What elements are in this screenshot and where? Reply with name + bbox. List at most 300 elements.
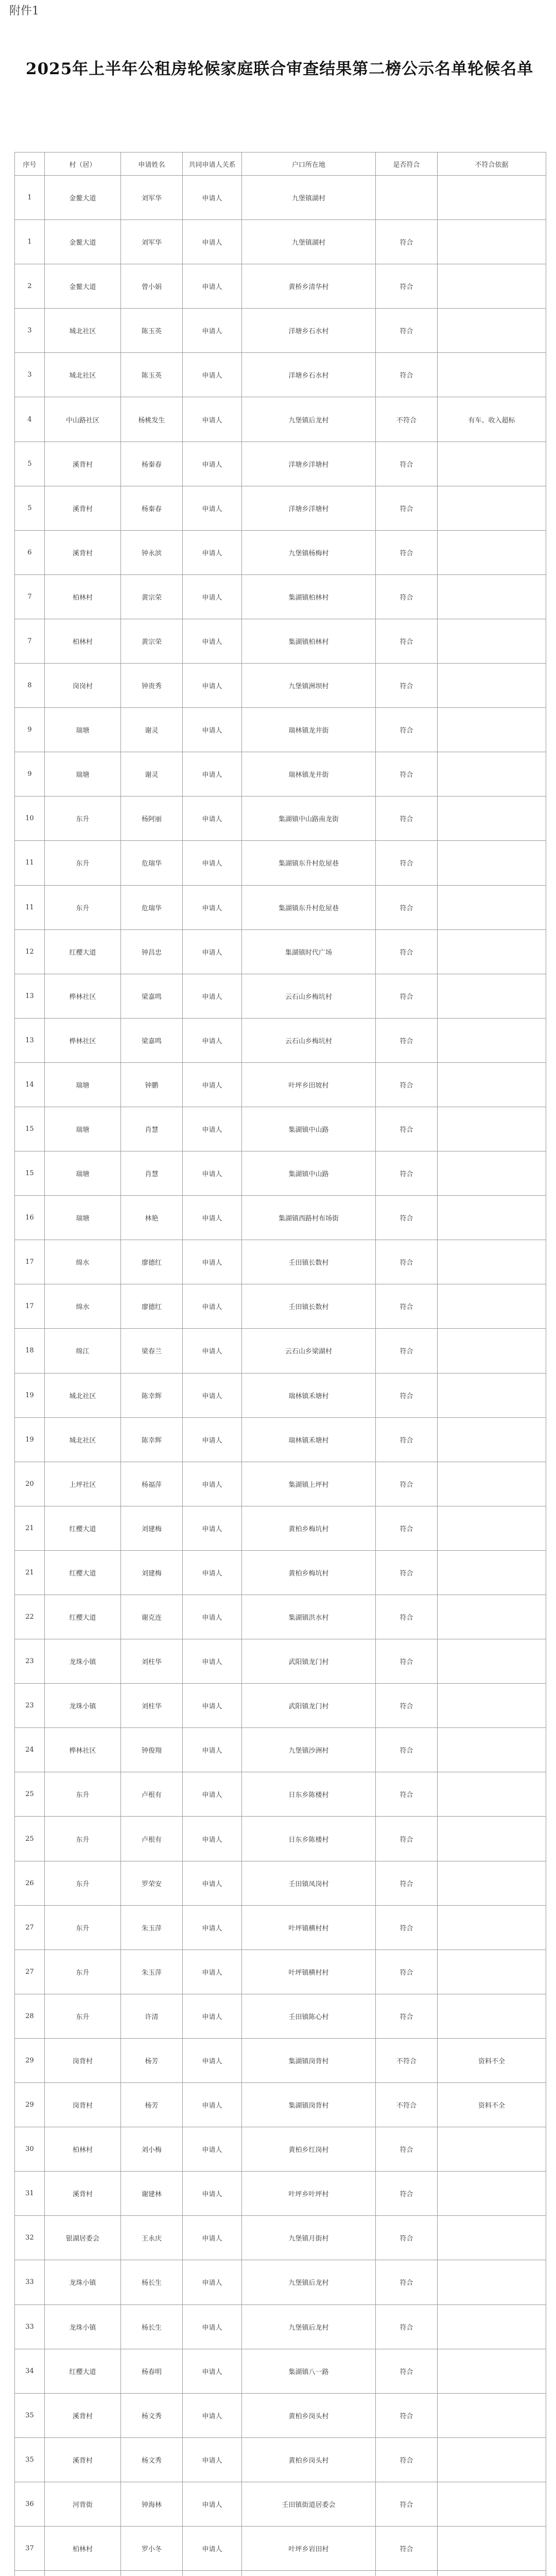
cell-serial: 28 (15, 1994, 45, 2038)
cell-eligible: 符合 (376, 1240, 438, 1284)
cell-hukou: 洋塘乡石水村 (242, 353, 376, 397)
table-row (15, 1151, 546, 1196)
cell-hukou: 九堡镇湖村 (242, 220, 376, 264)
cell-serial: 5 (15, 442, 45, 486)
cell-applicant-name: 许清 (121, 1994, 183, 2038)
cell-applicant-name: 刘柱华 (121, 1639, 183, 1684)
cell-eligible: 符合 (376, 2393, 438, 2437)
cell-village: 瑞塘 (45, 708, 121, 752)
cell-serial: 35 (15, 2393, 45, 2437)
cell-village: 红樱大道 (45, 2349, 121, 2393)
cell-applicant-name: 危瑞华 (121, 841, 183, 885)
cell-applicant-name: 梁春兰 (121, 1329, 183, 1373)
cell-applicant-name: 罗荣安 (121, 1861, 183, 1905)
cell-ineligible-basis (438, 796, 546, 841)
cell-applicant-name: 杨桃发生 (121, 397, 183, 442)
cell-village: 东升 (45, 796, 121, 841)
cell-applicant-name: 杨文秀 (121, 2393, 183, 2437)
cell-village: 桦林社区 (45, 974, 121, 1018)
cell-village: 金鳌大道 (45, 220, 121, 264)
cell-relation: 申请人 (183, 2083, 242, 2127)
cell-hukou: 壬田镇街道居委会 (242, 2482, 376, 2526)
cell-relation: 申请人 (183, 1550, 242, 1595)
cell-serial: 19 (15, 1417, 45, 1462)
table-row (15, 619, 546, 663)
cell-relation: 申请人 (183, 2260, 242, 2304)
cell-serial: 35 (15, 2437, 45, 2482)
cell-ineligible-basis (438, 176, 546, 220)
cell-serial: 25 (15, 1817, 45, 1861)
cell-hukou: 洋塘乡石水村 (242, 309, 376, 353)
cell-village: 瑞塘 (45, 752, 121, 796)
cell-applicant-name: 陈幸辉 (121, 1417, 183, 1462)
cell-eligible: 符合 (376, 1817, 438, 1861)
cell-eligible: 符合 (376, 1329, 438, 1373)
cell-eligible: 符合 (376, 1550, 438, 1595)
cell-serial: 15 (15, 1151, 45, 1196)
table-row (15, 2172, 546, 2216)
cell-relation: 申请人 (183, 1196, 242, 1240)
cell-hukou: 集湖镇西路村布场街 (242, 1196, 376, 1240)
cell-relation: 申请人 (183, 1772, 242, 1817)
cell-hukou: 瑞林镇龙井街 (242, 752, 376, 796)
cell-hukou: 日东乡陈楼村 (242, 1817, 376, 1861)
cell-ineligible-basis (438, 1018, 546, 1062)
cell-village: 东升 (45, 841, 121, 885)
cell-applicant-name: 朱玉萍 (121, 1905, 183, 1950)
cell-serial: 26 (15, 1861, 45, 1905)
cell-applicant-name (121, 2571, 183, 2576)
cell-eligible: 符合 (376, 1018, 438, 1062)
cell-applicant-name: 杨春明 (121, 2349, 183, 2393)
cell-village: 城北社区 (45, 309, 121, 353)
table-row (15, 2482, 546, 2526)
cell-ineligible-basis (438, 1062, 546, 1107)
cell-ineligible-basis: 有车、收入超标 (438, 397, 546, 442)
cell-eligible: 符合 (376, 1639, 438, 1684)
cell-ineligible-basis: 资料不全 (438, 2083, 546, 2127)
cell-applicant-name: 杨长生 (121, 2304, 183, 2349)
cell-ineligible-basis (438, 1905, 546, 1950)
cell-relation: 申请人 (183, 1817, 242, 1861)
cell-applicant-name: 刘建梅 (121, 1506, 183, 1550)
cell-ineligible-basis (438, 1151, 546, 1196)
cell-applicant-name: 刘小梅 (121, 2127, 183, 2172)
cell-hukou: 集湖镇岗背村 (242, 2038, 376, 2082)
cell-village: 东升 (45, 1950, 121, 1994)
cell-relation: 申请人 (183, 2216, 242, 2260)
table-row (15, 442, 546, 486)
cell-serial: 27 (15, 1905, 45, 1950)
cell-applicant-name: 梁嘉鸣 (121, 974, 183, 1018)
cell-serial: 11 (15, 841, 45, 885)
cell-serial: 15 (15, 1107, 45, 1151)
table-row (15, 796, 546, 841)
cell-hukou: 洋塘乡洋塘村 (242, 486, 376, 530)
cell-serial: 16 (15, 1196, 45, 1240)
cell-applicant-name: 谢克连 (121, 1595, 183, 1639)
cell-village: 柏林村 (45, 2127, 121, 2172)
cell-relation: 申请人 (183, 2526, 242, 2570)
cell-hukou: 瑞林镇禾塘村 (242, 1373, 376, 1417)
cell-village: 东升 (45, 1861, 121, 1905)
cell-applicant-name: 刘建梅 (121, 1550, 183, 1595)
cell-hukou: 叶坪镇横村村 (242, 1905, 376, 1950)
cell-ineligible-basis (438, 264, 546, 309)
table-row (15, 220, 546, 264)
cell-serial: 10 (15, 796, 45, 841)
table-row (15, 1950, 546, 1994)
cell-serial: 23 (15, 1684, 45, 1728)
cell-eligible: 符合 (376, 1950, 438, 1994)
cell-village: 溪背村 (45, 2393, 121, 2437)
cell-applicant-name: 刘军华 (121, 220, 183, 264)
cell-village: 岗岗村 (45, 664, 121, 708)
cell-village: 瑞塘 (45, 1107, 121, 1151)
cell-ineligible-basis (438, 929, 546, 974)
cell-eligible: 符合 (376, 1905, 438, 1950)
cell-relation: 申请人 (183, 619, 242, 663)
cell-applicant-name: 杨芳 (121, 2083, 183, 2127)
table-row (15, 397, 546, 442)
cell-applicant-name: 钟鹏 (121, 1062, 183, 1107)
cell-serial: 11 (15, 885, 45, 929)
cell-eligible (376, 2571, 438, 2576)
cell-serial: 33 (15, 2304, 45, 2349)
table-row (15, 1861, 546, 1905)
cell-hukou: 黄柏乡红岗村 (242, 2127, 376, 2172)
cell-relation: 申请人 (183, 1329, 242, 1373)
cell-serial: 24 (15, 1728, 45, 1772)
table-row (15, 2571, 546, 2576)
table-row (15, 2393, 546, 2437)
cell-serial: 5 (15, 486, 45, 530)
cell-relation: 申请人 (183, 1684, 242, 1728)
cell-applicant-name: 卢根有 (121, 1772, 183, 1817)
cell-serial: 7 (15, 619, 45, 663)
cell-ineligible-basis (438, 1861, 546, 1905)
cell-ineligible-basis (438, 1550, 546, 1595)
cell-eligible: 符合 (376, 1684, 438, 1728)
cell-relation: 申请人 (183, 397, 242, 442)
cell-village: 东升 (45, 1817, 121, 1861)
cell-ineligible-basis (438, 1728, 546, 1772)
cell-relation: 申请人 (183, 2304, 242, 2349)
cell-eligible: 符合 (376, 486, 438, 530)
cell-applicant-name: 朱玉萍 (121, 1950, 183, 1994)
cell-relation: 申请人 (183, 974, 242, 1018)
cell-relation: 申请人 (183, 353, 242, 397)
cell-relation (183, 2571, 242, 2576)
table-row (15, 1728, 546, 1772)
cell-ineligible-basis (438, 1417, 546, 1462)
cell-hukou: 洋塘乡洋塘村 (242, 442, 376, 486)
cell-relation: 申请人 (183, 442, 242, 486)
cell-ineligible-basis (438, 309, 546, 353)
cell-ineligible-basis (438, 353, 546, 397)
cell-village: 红樱大道 (45, 1550, 121, 1595)
cell-village: 绵水 (45, 1284, 121, 1329)
cell-hukou: 壬田镇陈心村 (242, 1994, 376, 2038)
cell-village: 城北社区 (45, 1417, 121, 1462)
cell-relation: 申请人 (183, 486, 242, 530)
cell-serial: 29 (15, 2083, 45, 2127)
table-row (15, 2083, 546, 2127)
cell-serial: 27 (15, 1950, 45, 1994)
cell-serial: 4 (15, 397, 45, 442)
cell-ineligible-basis: 资料不全 (438, 2038, 546, 2082)
cell-ineligible-basis (438, 1240, 546, 1284)
cell-relation: 申请人 (183, 1950, 242, 1994)
cell-eligible: 不符合 (376, 397, 438, 442)
cell-eligible (376, 176, 438, 220)
cell-village: 东升 (45, 1905, 121, 1950)
cell-applicant-name: 杨文秀 (121, 2437, 183, 2482)
cell-eligible: 符合 (376, 220, 438, 264)
cell-relation: 申请人 (183, 1994, 242, 2038)
cell-village: 中山路社区 (45, 397, 121, 442)
cell-applicant-name: 钟海林 (121, 2482, 183, 2526)
cell-ineligible-basis (438, 574, 546, 619)
cell-ineligible-basis (438, 2393, 546, 2437)
cell-eligible: 符合 (376, 885, 438, 929)
cell-eligible: 符合 (376, 2482, 438, 2526)
cell-ineligible-basis (438, 1817, 546, 1861)
header-serial: 序号 (15, 152, 45, 176)
cell-village: 东升 (45, 1994, 121, 2038)
cell-eligible: 符合 (376, 2216, 438, 2260)
cell-relation: 申请人 (183, 2482, 242, 2526)
cell-serial: 13 (15, 974, 45, 1018)
cell-eligible: 符合 (376, 309, 438, 353)
table-row (15, 752, 546, 796)
cell-hukou: 九堡镇湖村 (242, 176, 376, 220)
cell-applicant-name: 黄宗荣 (121, 619, 183, 663)
table-row (15, 929, 546, 974)
cell-relation: 申请人 (183, 1728, 242, 1772)
cell-serial: 19 (15, 1373, 45, 1417)
cell-relation: 申请人 (183, 1062, 242, 1107)
cell-serial: 12 (15, 929, 45, 974)
cell-relation: 申请人 (183, 1506, 242, 1550)
cell-village: 龙珠小镇 (45, 2304, 121, 2349)
cell-ineligible-basis (438, 2127, 546, 2172)
cell-eligible: 符合 (376, 664, 438, 708)
cell-hukou: 集湖镇八一路 (242, 2349, 376, 2393)
table-row (15, 2526, 546, 2570)
table-row (15, 309, 546, 353)
header-applicant-name: 申请姓名 (121, 152, 183, 176)
table-row (15, 1373, 546, 1417)
cell-eligible: 符合 (376, 841, 438, 885)
table-row (15, 2349, 546, 2393)
cell-applicant-name: 卢根有 (121, 1817, 183, 1861)
cell-hukou: 九堡镇月街村 (242, 2216, 376, 2260)
cell-relation: 申请人 (183, 2349, 242, 2393)
cell-relation: 申请人 (183, 2172, 242, 2216)
cell-relation: 申请人 (183, 1861, 242, 1905)
cell-village: 岗背村 (45, 2038, 121, 2082)
attachment-label: 附件1 (9, 5, 39, 18)
cell-village: 城北社区 (45, 353, 121, 397)
cell-hukou: 叶坪镇横村村 (242, 1950, 376, 1994)
cell-relation: 申请人 (183, 708, 242, 752)
cell-village: 桦林社区 (45, 1728, 121, 1772)
table-row (15, 1817, 546, 1861)
cell-village (45, 2571, 121, 2576)
cell-serial: 20 (15, 1462, 45, 1506)
cell-serial: 13 (15, 1018, 45, 1062)
cell-serial: 1 (15, 220, 45, 264)
cell-relation: 申请人 (183, 1373, 242, 1417)
cell-ineligible-basis (438, 2349, 546, 2393)
cell-relation: 申请人 (183, 1107, 242, 1151)
cell-hukou: 九堡镇沙洲村 (242, 1728, 376, 1772)
cell-ineligible-basis (438, 841, 546, 885)
cell-serial: 33 (15, 2260, 45, 2304)
cell-eligible: 符合 (376, 1151, 438, 1196)
cell-hukou: 云石山乡梁湖村 (242, 1329, 376, 1373)
table-row (15, 353, 546, 397)
cell-hukou: 集湖镇东升村危屋巷 (242, 885, 376, 929)
cell-serial: 21 (15, 1506, 45, 1550)
cell-applicant-name: 陈幸辉 (121, 1373, 183, 1417)
cell-applicant-name: 黄宗荣 (121, 574, 183, 619)
cell-ineligible-basis (438, 2172, 546, 2216)
cell-applicant-name: 谢建林 (121, 2172, 183, 2216)
cell-serial: 9 (15, 708, 45, 752)
cell-serial: 17 (15, 1240, 45, 1284)
cell-eligible: 符合 (376, 574, 438, 619)
cell-relation: 申请人 (183, 664, 242, 708)
cell-ineligible-basis (438, 1639, 546, 1684)
cell-ineligible-basis (438, 1772, 546, 1817)
cell-ineligible-basis (438, 2437, 546, 2482)
cell-hukou: 黄柏乡梅坑村 (242, 1506, 376, 1550)
cell-ineligible-basis (438, 752, 546, 796)
table-row (15, 885, 546, 929)
cell-eligible: 符合 (376, 796, 438, 841)
cell-hukou: 黄柏乡岗头村 (242, 2393, 376, 2437)
cell-village: 柏林村 (45, 619, 121, 663)
cell-ineligible-basis (438, 1373, 546, 1417)
cell-village: 上坪社区 (45, 1462, 121, 1506)
cell-hukou: 叶坪乡叶坪村 (242, 2172, 376, 2216)
cell-ineligible-basis (438, 2216, 546, 2260)
cell-relation: 申请人 (183, 309, 242, 353)
cell-eligible: 符合 (376, 1196, 438, 1240)
cell-serial: 18 (15, 1329, 45, 1373)
cell-village: 瑞塘 (45, 1196, 121, 1240)
cell-ineligible-basis (438, 1684, 546, 1728)
cell-eligible: 符合 (376, 442, 438, 486)
table-row (15, 1062, 546, 1107)
cell-village: 溪背村 (45, 2437, 121, 2482)
cell-applicant-name: 钟贵秀 (121, 664, 183, 708)
table-row (15, 530, 546, 574)
table-body (15, 176, 546, 2576)
table-row (15, 1417, 546, 1462)
cell-applicant-name: 危瑞华 (121, 885, 183, 929)
cell-relation: 申请人 (183, 841, 242, 885)
table-row (15, 974, 546, 1018)
cell-eligible: 符合 (376, 1107, 438, 1151)
cell-relation: 申请人 (183, 929, 242, 974)
cell-relation: 申请人 (183, 2393, 242, 2437)
cell-applicant-name: 陈玉英 (121, 353, 183, 397)
cell-eligible: 符合 (376, 2526, 438, 2570)
table-row (15, 1329, 546, 1373)
cell-relation: 申请人 (183, 1905, 242, 1950)
cell-serial: 22 (15, 1595, 45, 1639)
cell-village: 龙珠小镇 (45, 1684, 121, 1728)
cell-serial: 7 (15, 574, 45, 619)
table-row (15, 1107, 546, 1151)
cell-village: 城北社区 (45, 1373, 121, 1417)
header-ineligible-basis: 不符合依据 (438, 152, 546, 176)
header-relation: 共同申请人关系 (183, 152, 242, 176)
cell-serial: 29 (15, 2038, 45, 2082)
cell-ineligible-basis (438, 442, 546, 486)
cell-ineligible-basis (438, 1506, 546, 1550)
cell-hukou: 集湖镇洪水村 (242, 1595, 376, 1639)
cell-serial: 2 (15, 264, 45, 309)
cell-relation: 申请人 (183, 1018, 242, 1062)
cell-serial: 25 (15, 1772, 45, 1817)
cell-relation: 申请人 (183, 796, 242, 841)
cell-serial: 36 (15, 2482, 45, 2526)
cell-relation: 申请人 (183, 752, 242, 796)
cell-ineligible-basis (438, 2260, 546, 2304)
cell-eligible: 符合 (376, 1994, 438, 2038)
cell-applicant-name: 肖慧 (121, 1107, 183, 1151)
cell-ineligible-basis (438, 1595, 546, 1639)
table-row (15, 1462, 546, 1506)
cell-hukou (242, 2571, 376, 2576)
header-eligible: 是否符合 (376, 152, 438, 176)
cell-village: 溪背村 (45, 2172, 121, 2216)
cell-hukou: 集湖镇中山路 (242, 1107, 376, 1151)
table-row (15, 1240, 546, 1284)
cell-relation: 申请人 (183, 264, 242, 309)
cell-eligible: 符合 (376, 2260, 438, 2304)
cell-village: 金鳌大道 (45, 176, 121, 220)
cell-eligible: 符合 (376, 1284, 438, 1329)
header-village: 村（居） (45, 152, 121, 176)
cell-eligible: 符合 (376, 2349, 438, 2393)
cell-serial: 37 (15, 2526, 45, 2570)
cell-village: 瑞塘 (45, 1062, 121, 1107)
cell-relation: 申请人 (183, 885, 242, 929)
table-row (15, 1550, 546, 1595)
cell-village: 东升 (45, 1772, 121, 1817)
cell-applicant-name: 钟永滨 (121, 530, 183, 574)
table-row (15, 708, 546, 752)
results-table (14, 152, 546, 2576)
cell-ineligible-basis (438, 530, 546, 574)
cell-eligible: 符合 (376, 1728, 438, 1772)
cell-ineligible-basis (438, 2304, 546, 2349)
cell-applicant-name: 陈玉英 (121, 309, 183, 353)
header-hukou: 户口所在地 (242, 152, 376, 176)
cell-applicant-name: 罗小冬 (121, 2526, 183, 2570)
results-table-wrapper (14, 152, 546, 2576)
cell-ineligible-basis (438, 1107, 546, 1151)
cell-eligible: 不符合 (376, 2038, 438, 2082)
cell-serial: 3 (15, 309, 45, 353)
table-header-row (15, 152, 546, 176)
cell-ineligible-basis (438, 619, 546, 663)
